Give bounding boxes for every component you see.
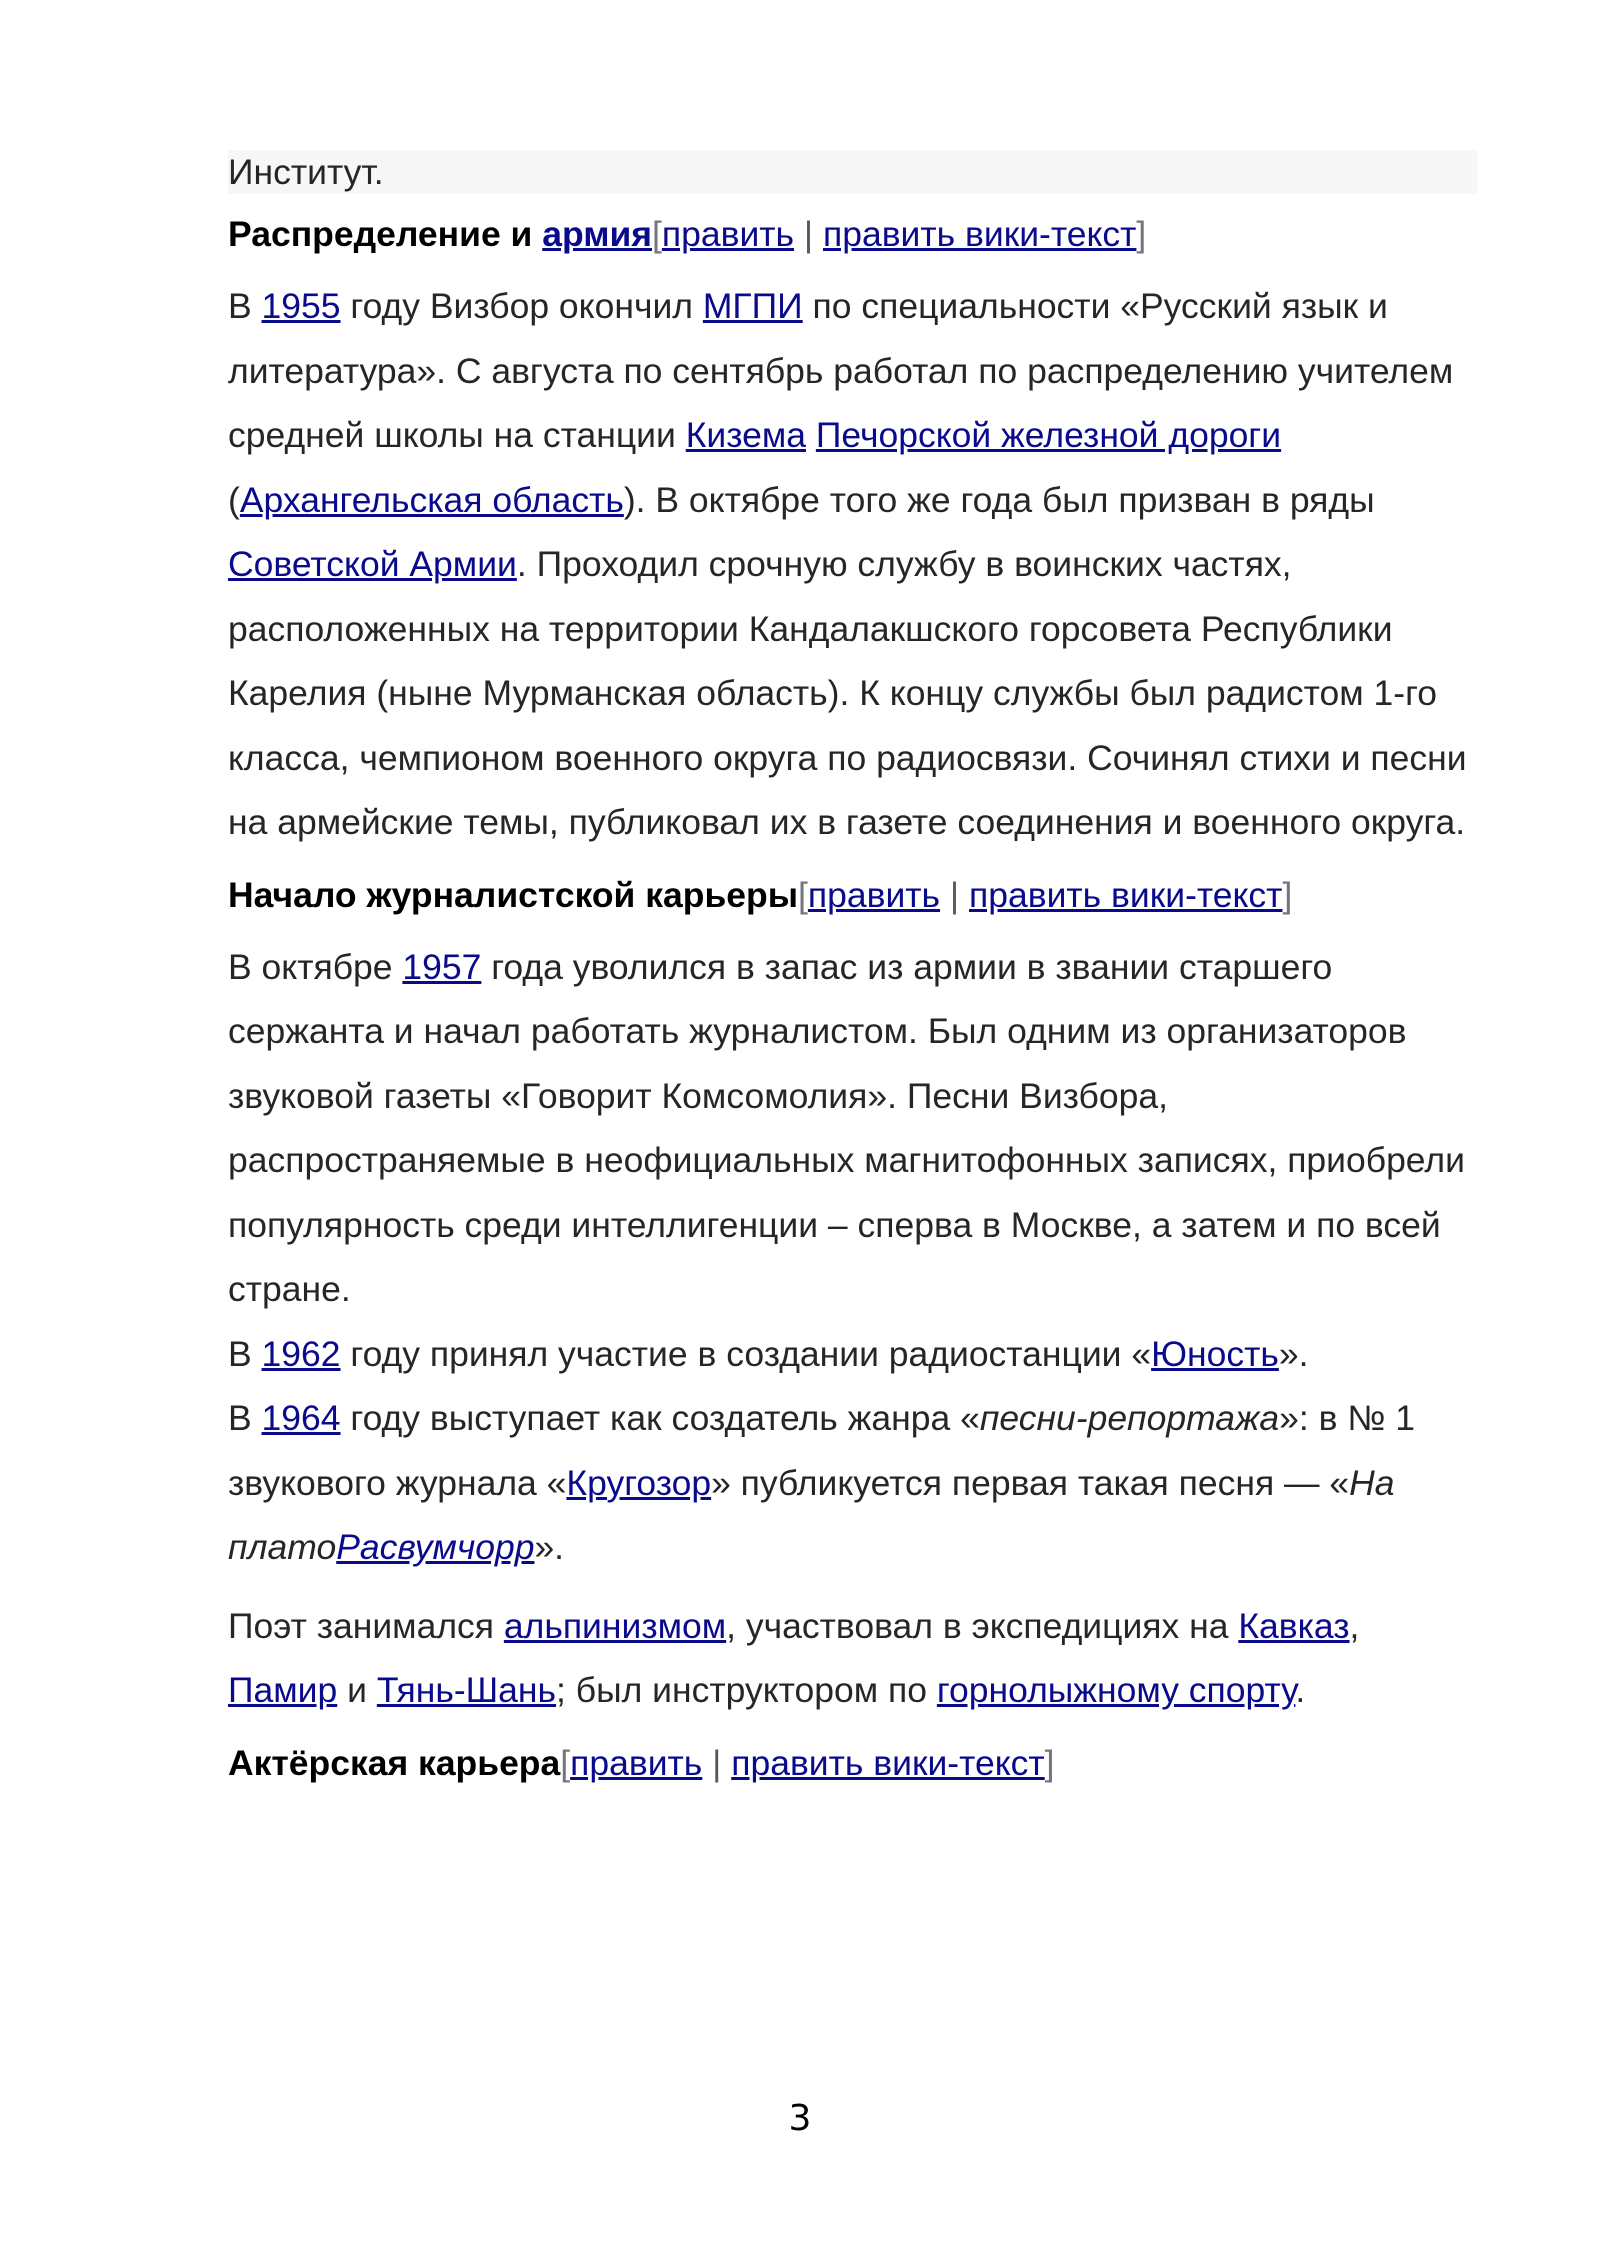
section-heading-distribution bbox=[228, 208, 1478, 260]
text: . bbox=[1295, 1670, 1306, 1710]
edit-separator: | bbox=[794, 214, 823, 254]
link-1955[interactable]: 1955 bbox=[261, 286, 341, 326]
text: ». bbox=[534, 1527, 565, 1567]
text: Поэт занимался bbox=[228, 1605, 504, 1646]
italic-text: На плато bbox=[228, 1462, 1395, 1567]
edit-link[interactable]: править bbox=[807, 874, 941, 915]
link-arkhangelsk-oblast[interactable]: Архангельская область bbox=[239, 479, 624, 520]
text: ; был инструктором по bbox=[556, 1670, 937, 1710]
italic-text: песни-репортажа bbox=[979, 1398, 1280, 1438]
intro-line: Институт. bbox=[228, 150, 1478, 194]
link-soviet-army[interactable]: Советской Армии bbox=[228, 544, 517, 584]
section-heading-journalism bbox=[228, 869, 1478, 921]
text: В bbox=[228, 286, 262, 326]
heading-title: Начало журналистской карьеры bbox=[228, 874, 799, 915]
text: по специальности «Русский язык и литература». С августа по сентябрь работал по распределению учителем средней школы на станции bbox=[228, 286, 1454, 455]
heading-title: Распределение и bbox=[228, 214, 543, 254]
edit-bracket-open: [ bbox=[798, 874, 808, 915]
paragraph-mountaineering bbox=[228, 1594, 1478, 1723]
link-tian-shan[interactable]: Тянь-Шань bbox=[376, 1670, 557, 1710]
edit-wiki-link[interactable]: править вики-текст bbox=[731, 1742, 1045, 1783]
link-pechora-railway[interactable]: Печорской железной дороги bbox=[815, 415, 1282, 455]
paragraph-krugozor bbox=[228, 1386, 1478, 1580]
text bbox=[806, 415, 816, 455]
text: » публикуется первая такая песня — « bbox=[711, 1462, 1350, 1503]
text: года уволился в запас из армии в звании старшего сержанта и начал работать журналистом. Был одним из организаторов звуковой газеты «Говорит Комсомолия». Песни Визбора, распространяемые в неофициальных магнитофонных записях, приобрели популярность среди интеллигенции – сперва в Москве, а затем и по всей стране. bbox=[228, 946, 1465, 1309]
edit-bracket-open: [ bbox=[652, 214, 662, 254]
paragraph-journalism bbox=[228, 935, 1478, 1322]
text: В bbox=[228, 1333, 262, 1374]
link-army[interactable]: армия bbox=[542, 214, 652, 254]
section-heading-acting bbox=[228, 1737, 1478, 1789]
text: и bbox=[337, 1670, 377, 1710]
edit-link[interactable]: править bbox=[570, 1742, 703, 1783]
edit-bracket-close: ] bbox=[1282, 874, 1293, 915]
edit-bracket-close: ] bbox=[1044, 1742, 1055, 1783]
link-alpine-skiing[interactable]: горнолыжному спорту bbox=[936, 1670, 1296, 1710]
text: году принял участие в создании радиостанции « bbox=[340, 1333, 1152, 1374]
edit-link[interactable]: править bbox=[661, 214, 795, 254]
link-kizema[interactable]: Кизема bbox=[685, 415, 806, 455]
text: , участвовал в экспедициях на bbox=[726, 1605, 1239, 1646]
link-caucasus[interactable]: Кавказ bbox=[1238, 1605, 1350, 1646]
link-yunost[interactable]: Юность bbox=[1151, 1333, 1279, 1374]
edit-wiki-link[interactable]: править вики-текст bbox=[822, 214, 1137, 254]
text: ). В октябре того же года был призван в ряды bbox=[623, 479, 1375, 520]
paragraph-yunost bbox=[228, 1322, 1478, 1387]
link-rasvumchorr[interactable]: Расвумчорр bbox=[336, 1527, 535, 1567]
edit-separator: | bbox=[940, 874, 969, 915]
edit-wiki-link[interactable]: править вики-текст bbox=[969, 874, 1283, 915]
paragraph-distribution bbox=[228, 274, 1478, 855]
link-1957[interactable]: 1957 bbox=[402, 946, 482, 987]
text: . Проходил срочную службу в воинских частях, расположенных на территории Кандалакшского горсовета Республики Карелия (ныне Мурманская область). К концу службы был радистом 1-го класса, чемпионом военного округа по радиосвязи. Сочинял стихи и песни на армейские темы, публиковал их в газете соединения и военного округа. bbox=[228, 544, 1467, 842]
edit-bracket-close: ] bbox=[1136, 214, 1147, 254]
link-1964[interactable]: 1964 bbox=[261, 1398, 341, 1438]
link-1962[interactable]: 1962 bbox=[261, 1333, 341, 1374]
text: ». bbox=[1278, 1333, 1309, 1374]
text: году выступает как создатель жанра « bbox=[340, 1398, 980, 1438]
heading-title: Актёрская карьера bbox=[228, 1742, 561, 1783]
text: ( bbox=[228, 479, 240, 520]
document-page bbox=[228, 150, 1478, 1803]
edit-bracket-open: [ bbox=[560, 1742, 571, 1783]
link-alpinism[interactable]: альпинизмом bbox=[503, 1605, 727, 1646]
edit-separator: | bbox=[702, 1742, 732, 1783]
text: В bbox=[228, 1398, 262, 1438]
link-pamir[interactable]: Памир bbox=[228, 1670, 338, 1710]
text: , bbox=[1349, 1605, 1360, 1646]
page-number: 3 bbox=[788, 2098, 812, 2139]
text: »: в № 1 звукового журнала « bbox=[228, 1398, 1416, 1503]
link-krugozor[interactable]: Кругозор bbox=[566, 1462, 712, 1503]
text: В октябре bbox=[228, 946, 403, 987]
text: году Визбор окончил bbox=[340, 286, 703, 326]
link-mgpi[interactable]: МГПИ bbox=[702, 286, 803, 326]
